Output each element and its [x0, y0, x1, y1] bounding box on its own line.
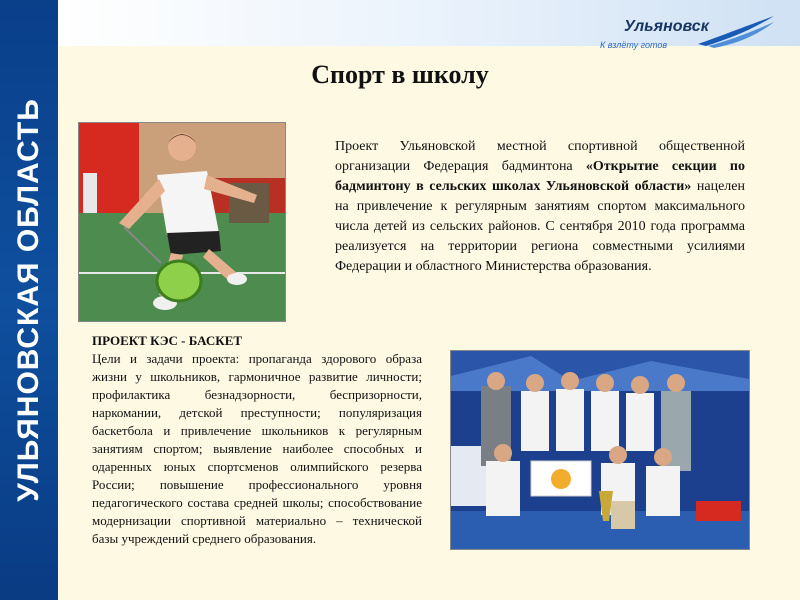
project1-text-start: Проект Ульяновской местной спортивной общественной организации Федерация бадминтона [335, 139, 745, 174]
sidebar-region-label-wrap [0, 0, 58, 600]
basketball-team-illustration [451, 351, 749, 549]
badminton-player-illustration [79, 123, 285, 321]
region-label: УЛЬЯНОВСКАЯ ОБЛАСТЬ [12, 98, 46, 502]
brand-name: Ульяновск [624, 18, 709, 35]
top-band [58, 0, 800, 50]
basketball-team-photo [450, 350, 750, 550]
slide-title: Спорт в школу [311, 60, 489, 89]
sidebar [0, 0, 58, 600]
project1-paragraph [335, 137, 745, 277]
brand-slogan: К взлёту готов [600, 40, 668, 50]
badminton-photo [78, 122, 286, 322]
project2-paragraph: Цели и задачи проекта: пропаганда здорового образа жизни у школьников, гармоничное развитие личности; профилактика безнадзорности, беспризорности, наркомании, детской преступности; популяризация баскетбола и привлечение школьников к регулярным занятиям спортом; выявление наиболее способных и одаренных юных спортсменов олимпийского резерва России; повышение профессионального уровня педагогического состава средней школы; способствование модернизации спортивной материально – технической базы учреждений среднего образования. [92, 351, 422, 546]
project2-heading: ПРОЕКТ КЭС - БАСКЕТ [92, 333, 243, 348]
project1-highlight: «Открытие секции по бадминтону в сельских школах Ульяновской области» [335, 159, 746, 194]
project1-text-end: нацелен на привлечение к регулярным занятиям спортом максимального числа детей из сельских районов. С сентября 2010 года программа реализуется на территории региона совместными усилиями Федерации и областного Министерства образования. [335, 179, 745, 274]
brand-logo [596, 8, 776, 50]
